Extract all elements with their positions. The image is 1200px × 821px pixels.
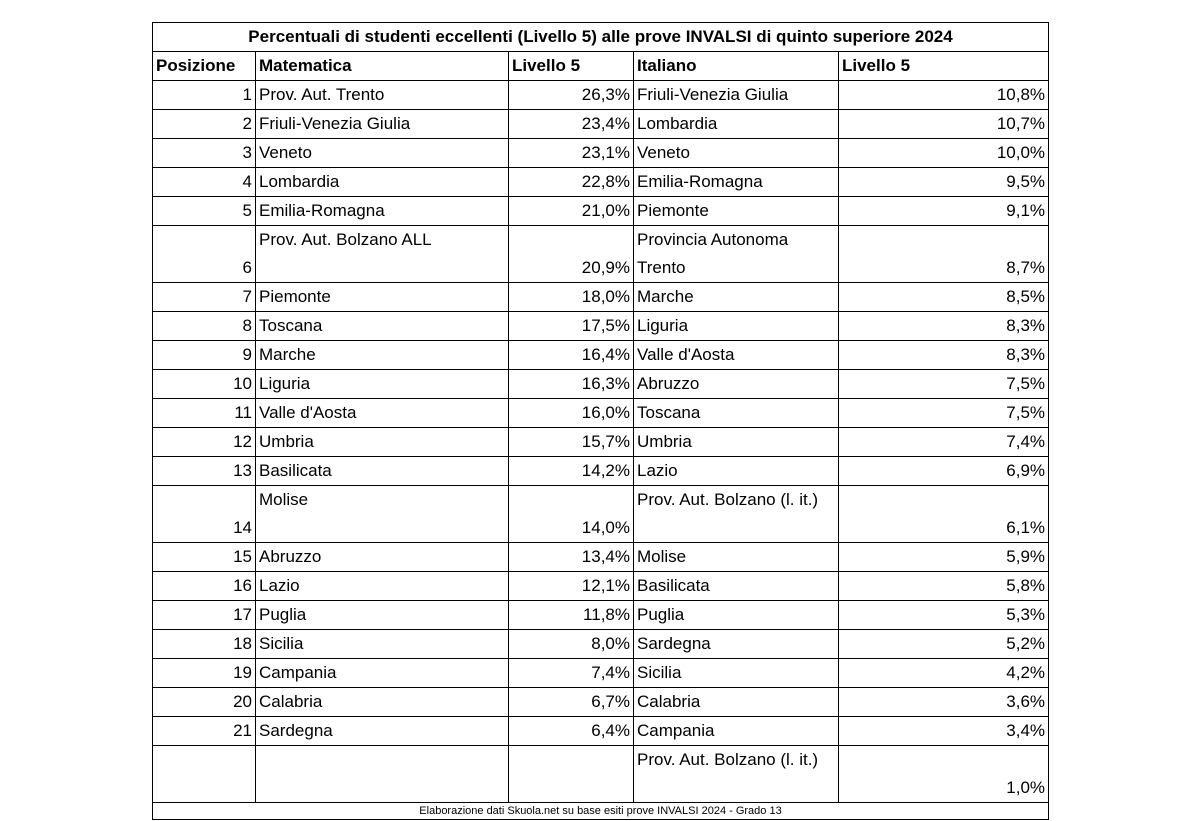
row-position: 12 xyxy=(153,428,256,457)
row-italian-value: 9,5% xyxy=(839,168,1049,197)
table-body xyxy=(153,81,1049,803)
header-math: Matematica xyxy=(256,52,509,81)
table-row xyxy=(153,110,1049,139)
header-position: Posizione xyxy=(153,52,256,81)
table-row xyxy=(153,197,1049,226)
table-row xyxy=(153,283,1049,312)
row-italian-value: 10,8% xyxy=(839,81,1049,110)
row-math-region: Puglia xyxy=(256,601,509,630)
row-math-region: Sardegna xyxy=(256,717,509,746)
table-row xyxy=(153,168,1049,197)
row-position: 21 xyxy=(153,717,256,746)
table-row xyxy=(153,341,1049,370)
row-italian-value: 1,0% xyxy=(839,746,1049,803)
table-row xyxy=(153,486,1049,543)
table-row xyxy=(153,139,1049,168)
table-title: Percentuali di studenti eccellenti (Livello 5) alle prove INVALSI di quinto superiore 2024 xyxy=(153,23,1049,52)
row-italian-region: Provincia Autonoma Trento xyxy=(634,226,839,283)
row-math-region: Piemonte xyxy=(256,283,509,312)
row-italian-region: Lombardia xyxy=(634,110,839,139)
table-row xyxy=(153,746,1049,803)
row-math-region: Sicilia xyxy=(256,630,509,659)
row-italian-value: 7,5% xyxy=(839,399,1049,428)
header-math-level: Livello 5 xyxy=(509,52,634,81)
row-math-value: 21,0% xyxy=(509,197,634,226)
row-position: 10 xyxy=(153,370,256,399)
table-row xyxy=(153,543,1049,572)
row-math-value: 7,4% xyxy=(509,659,634,688)
row-math-region: Basilicata xyxy=(256,457,509,486)
row-italian-value: 4,2% xyxy=(839,659,1049,688)
row-math-value: 23,1% xyxy=(509,139,634,168)
title-row xyxy=(153,23,1049,52)
row-math-region xyxy=(256,746,509,803)
table-footer-note: Elaborazione dati Skuola.net su base esiti prove INVALSI 2024 - Grado 13 xyxy=(153,803,1049,820)
table-row xyxy=(153,717,1049,746)
row-italian-value: 8,3% xyxy=(839,312,1049,341)
row-position: 9 xyxy=(153,341,256,370)
row-italian-value: 5,3% xyxy=(839,601,1049,630)
row-position: 15 xyxy=(153,543,256,572)
row-math-value: 23,4% xyxy=(509,110,634,139)
row-italian-region: Molise xyxy=(634,543,839,572)
row-math-value: 18,0% xyxy=(509,283,634,312)
row-math-value: 13,4% xyxy=(509,543,634,572)
table-row xyxy=(153,688,1049,717)
table-row xyxy=(153,601,1049,630)
row-italian-value: 7,4% xyxy=(839,428,1049,457)
row-position: 19 xyxy=(153,659,256,688)
header-italian-level: Livello 5 xyxy=(839,52,1049,81)
row-math-value: 15,7% xyxy=(509,428,634,457)
row-math-value: 26,3% xyxy=(509,81,634,110)
row-italian-region: Veneto xyxy=(634,139,839,168)
row-italian-region: Abruzzo xyxy=(634,370,839,399)
row-position: 1 xyxy=(153,81,256,110)
table-row xyxy=(153,659,1049,688)
row-math-value: 8,0% xyxy=(509,630,634,659)
row-italian-value: 10,7% xyxy=(839,110,1049,139)
table-row xyxy=(153,312,1049,341)
row-math-region: Prov. Aut. Bolzano ALL xyxy=(256,226,509,283)
table-row xyxy=(153,457,1049,486)
row-italian-region: Prov. Aut. Bolzano (l. it.) xyxy=(634,746,839,803)
row-italian-value: 8,3% xyxy=(839,341,1049,370)
row-italian-value: 10,0% xyxy=(839,139,1049,168)
row-math-value: 22,8% xyxy=(509,168,634,197)
row-math-value: 12,1% xyxy=(509,572,634,601)
row-italian-region: Marche xyxy=(634,283,839,312)
table-row xyxy=(153,630,1049,659)
row-math-region: Lombardia xyxy=(256,168,509,197)
row-position: 4 xyxy=(153,168,256,197)
row-italian-region: Emilia-Romagna xyxy=(634,168,839,197)
header-italian: Italiano xyxy=(634,52,839,81)
table-row xyxy=(153,399,1049,428)
row-math-region: Toscana xyxy=(256,312,509,341)
row-math-region: Molise xyxy=(256,486,509,543)
row-italian-value: 9,1% xyxy=(839,197,1049,226)
table-row xyxy=(153,428,1049,457)
row-math-value xyxy=(509,746,634,803)
row-position: 3 xyxy=(153,139,256,168)
row-italian-value: 7,5% xyxy=(839,370,1049,399)
row-italian-value: 3,6% xyxy=(839,688,1049,717)
row-position: 20 xyxy=(153,688,256,717)
row-position: 16 xyxy=(153,572,256,601)
row-position: 14 xyxy=(153,486,256,543)
row-italian-region: Friuli-Venezia Giulia xyxy=(634,81,839,110)
row-italian-region: Sardegna xyxy=(634,630,839,659)
row-position: 17 xyxy=(153,601,256,630)
row-italian-region: Piemonte xyxy=(634,197,839,226)
row-math-region: Prov. Aut. Trento xyxy=(256,81,509,110)
row-position: 13 xyxy=(153,457,256,486)
row-italian-value: 5,9% xyxy=(839,543,1049,572)
ranking-table-sheet xyxy=(152,22,1048,820)
row-italian-value: 6,9% xyxy=(839,457,1049,486)
row-italian-region: Toscana xyxy=(634,399,839,428)
footer-row xyxy=(153,803,1049,820)
row-math-value: 20,9% xyxy=(509,226,634,283)
row-italian-region: Basilicata xyxy=(634,572,839,601)
row-italian-value: 6,1% xyxy=(839,486,1049,543)
row-italian-region: Valle d'Aosta xyxy=(634,341,839,370)
row-italian-region: Calabria xyxy=(634,688,839,717)
header-row xyxy=(153,52,1049,81)
row-position: 6 xyxy=(153,226,256,283)
row-math-value: 14,0% xyxy=(509,486,634,543)
row-math-region: Campania xyxy=(256,659,509,688)
row-math-region: Emilia-Romagna xyxy=(256,197,509,226)
row-position: 8 xyxy=(153,312,256,341)
row-math-region: Liguria xyxy=(256,370,509,399)
row-italian-region: Prov. Aut. Bolzano (l. it.) xyxy=(634,486,839,543)
row-italian-region: Puglia xyxy=(634,601,839,630)
row-italian-value: 5,2% xyxy=(839,630,1049,659)
row-position: 2 xyxy=(153,110,256,139)
row-position: 7 xyxy=(153,283,256,312)
row-math-value: 16,0% xyxy=(509,399,634,428)
table-row xyxy=(153,370,1049,399)
row-position: 18 xyxy=(153,630,256,659)
row-math-region: Friuli-Venezia Giulia xyxy=(256,110,509,139)
row-italian-region: Liguria xyxy=(634,312,839,341)
row-math-region: Calabria xyxy=(256,688,509,717)
row-italian-value: 3,4% xyxy=(839,717,1049,746)
row-math-region: Umbria xyxy=(256,428,509,457)
row-italian-value: 5,8% xyxy=(839,572,1049,601)
row-math-region: Abruzzo xyxy=(256,543,509,572)
row-math-value: 11,8% xyxy=(509,601,634,630)
row-position: 5 xyxy=(153,197,256,226)
ranking-table xyxy=(152,22,1049,820)
row-math-value: 17,5% xyxy=(509,312,634,341)
row-math-value: 6,7% xyxy=(509,688,634,717)
row-math-value: 14,2% xyxy=(509,457,634,486)
row-italian-value: 8,7% xyxy=(839,226,1049,283)
row-math-value: 16,4% xyxy=(509,341,634,370)
row-math-region: Veneto xyxy=(256,139,509,168)
row-math-region: Marche xyxy=(256,341,509,370)
row-italian-region: Campania xyxy=(634,717,839,746)
table-row xyxy=(153,81,1049,110)
table-row xyxy=(153,226,1049,283)
row-position: 11 xyxy=(153,399,256,428)
row-italian-region: Sicilia xyxy=(634,659,839,688)
row-math-region: Valle d'Aosta xyxy=(256,399,509,428)
row-math-value: 16,3% xyxy=(509,370,634,399)
row-italian-region: Lazio xyxy=(634,457,839,486)
row-math-region: Lazio xyxy=(256,572,509,601)
table-row xyxy=(153,572,1049,601)
row-math-value: 6,4% xyxy=(509,717,634,746)
row-italian-region: Umbria xyxy=(634,428,839,457)
row-italian-value: 8,5% xyxy=(839,283,1049,312)
row-position xyxy=(153,746,256,803)
